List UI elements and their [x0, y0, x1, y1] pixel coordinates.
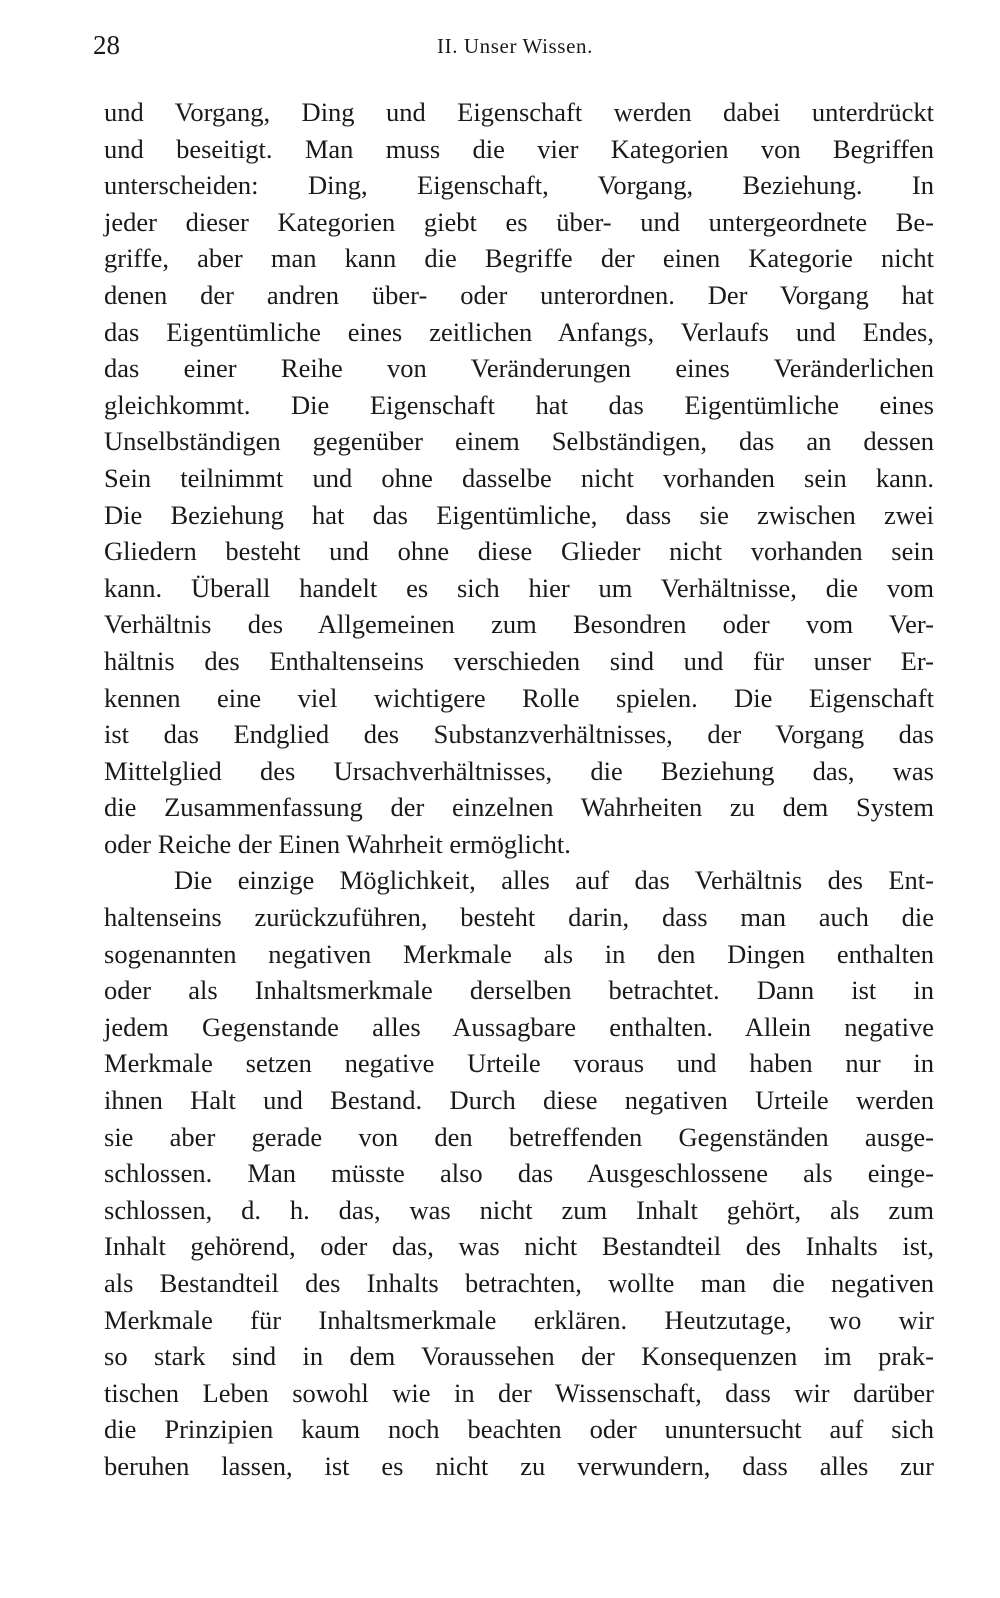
text-line: Mittelglied des Ursachverhältnisses, die Beziehung das, was [104, 755, 934, 786]
text-line: beruhen lassen, ist es nicht zu verwundern, dass alles zur [104, 1450, 934, 1481]
text-line: sie aber gerade von den betreffenden Gegenständen ausge- [104, 1121, 934, 1152]
text-line: griffe, aber man kann die Begriffe der einen Kategorie nicht [104, 243, 934, 274]
page-header [93, 30, 937, 66]
text-line: und beseitigt. Man muss die vier Kategorien von Begriffen [104, 133, 934, 164]
text-line: Unselbständigen gegenüber einem Selbständigen, das an dessen [104, 426, 934, 457]
text-line: Merkmale für Inhaltsmerkmale erklären. Heutzutage, wo wir [104, 1304, 934, 1335]
text-line: jeder dieser Kategorien giebt es über- und untergeordnete Be- [104, 206, 934, 237]
text-line: haltenseins zurückzuführen, besteht darin, dass man auch die [104, 902, 934, 933]
text-line: als Bestandteil des Inhalts betrachten, wollte man die negativen [104, 1268, 934, 1298]
text-line: das einer Reihe von Veränderungen eines Veränderlichen [104, 353, 934, 384]
text-line: das Eigentümliche eines zeitlichen Anfangs, Verlaufs und Endes, [104, 316, 934, 347]
text-line: Die Beziehung hat das Eigentümliche, dass sie zwischen zwei [104, 499, 934, 530]
text-line: Sein teilnimmt und ohne dasselbe nicht vorhanden sein kann. [104, 462, 934, 493]
text-line: Gliedern besteht und ohne diese Glieder nicht vorhanden sein [104, 536, 934, 567]
text-line: schlossen, d. h. das, was nicht zum Inhalt gehört, als zum [104, 1194, 934, 1225]
text-line: unterscheiden: Ding, Eigenschaft, Vorgang, Beziehung. In [104, 170, 934, 201]
text-line: denen der andren über- oder unterordnen. Der Vorgang hat [104, 279, 934, 310]
text-line: so stark sind in dem Voraussehen der Konsequenzen im prak- [104, 1341, 934, 1372]
text-line: Inhalt gehörend, oder das, was nicht Bestandteil des Inhalts ist, [104, 1231, 934, 1262]
text-line: schlossen. Man müsste also das Ausgeschlossene als einge- [104, 1158, 934, 1189]
text-line: Verhältnis des Allgemeinen zum Besondren oder vom Ver- [104, 609, 934, 640]
text-line: ist das Endglied des Substanzverhältnisses, der Vorgang das [104, 719, 934, 750]
text-line: die Zusammenfassung der einzelnen Wahrheiten zu dem System [104, 792, 934, 823]
text-line: kann. Überall handelt es sich hier um Verhältnisse, die vom [104, 572, 934, 603]
text-line: oder als Inhaltsmerkmale derselben betrachtet. Dann ist in [104, 975, 934, 1006]
text-line: tischen Leben sowohl wie in der Wissenschaft, dass wir darüber [104, 1377, 934, 1408]
body-text [104, 94, 934, 1485]
text-line: hältnis des Enthaltenseins verschieden sind und für unser Er- [104, 645, 934, 676]
text-line: kennen eine viel wichtigere Rolle spielen. Die Eigenschaft [104, 682, 934, 713]
text-line: jedem Gegenstande alles Aussagbare enthalten. Allein negative [104, 1011, 934, 1042]
text-line: ihnen Halt und Bestand. Durch diese negativen Urteile werden [104, 1085, 934, 1116]
text-line: Die einzige Möglichkeit, alles auf das Verhältnis des Ent- [174, 865, 934, 896]
text-line: sogenannten negativen Merkmale als in den Dingen enthalten [104, 938, 934, 969]
paragraph-1 [104, 94, 934, 862]
running-head: II. Unser Wissen. [437, 34, 593, 58]
text-line: die Prinzipien kaum noch beachten oder ununtersucht auf sich [104, 1414, 934, 1445]
text-line: Merkmale setzen negative Urteile voraus und haben nur in [104, 1048, 934, 1079]
page-number: 28 [93, 30, 120, 60]
text-line: oder Reiche der Einen Wahrheit ermöglicht. [104, 828, 571, 859]
paragraph-2 [104, 862, 934, 1484]
text-line: gleichkommt. Die Eigenschaft hat das Eigentümliche eines [104, 389, 934, 420]
text-line: und Vorgang, Ding und Eigenschaft werden dabei unterdrückt [104, 97, 934, 127]
